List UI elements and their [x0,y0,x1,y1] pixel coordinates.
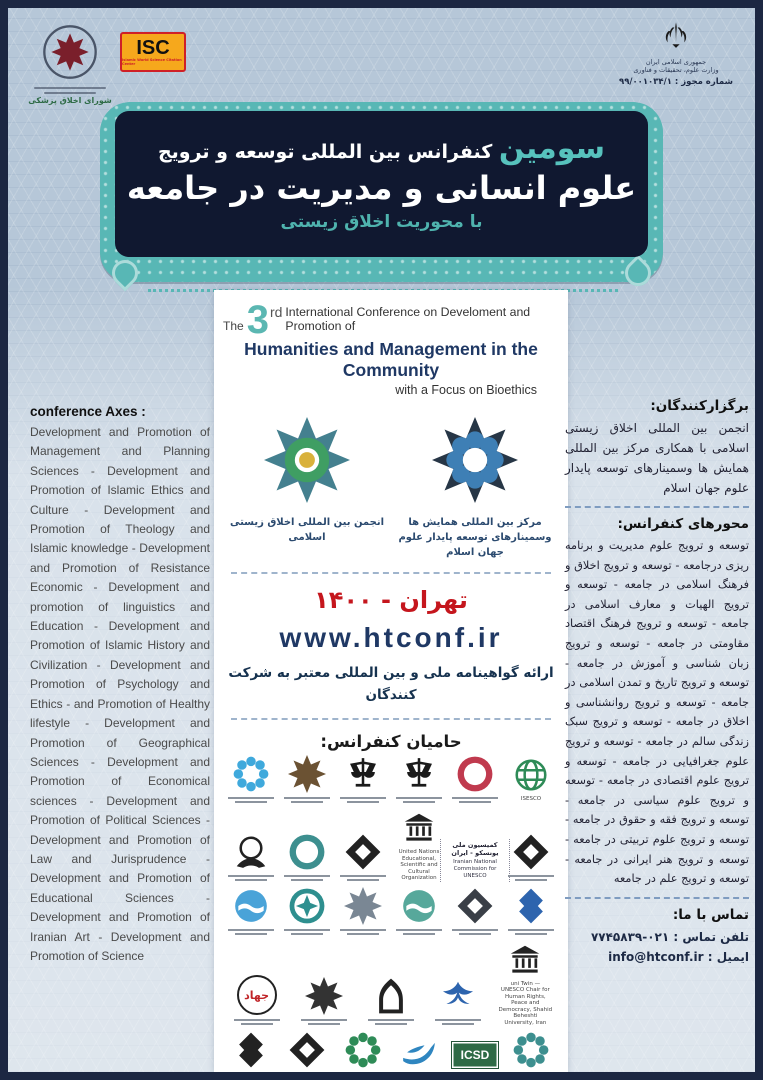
isesco-globe-icon [512,756,550,794]
sponsor-icsd [447,1041,503,1080]
gov-line-2: وزارت علوم، تحقیقات و فناوری [633,66,719,74]
art-university-tulip-icon [232,1031,270,1069]
sponsor-unesco-chair-human-rights: uni Twin — UNESCO Chair for Human Rights, Peace and Democracy, Shahid Beheshti University, Iran [497,941,553,1027]
sponsor-shahid-beheshti-law-faculty [503,833,559,882]
bioethics-association-logo [226,417,387,545]
sponsor-tabriz-islamic-art-university [279,1031,335,1080]
conference-axes-english [30,404,210,966]
english-title-the: The [223,319,244,333]
axes-body-english: Development and Promotion of Management and Planning Sciences - Development and Promotion of Islamic Ethics and Culture - Development and Promotion of Theology and Islamic knowledge - Development and Promotion of Resistance Economic - Development and promotion of linguistics and Education - Development and Promotion of Islamic History and Civilization - Development and Promotion of Psychology and Ethics - and Promotion of Healthy lifestyle - Development and Promotion of Geographical Sciences - Development and Promotion of Economical sciences - Development and Promotion of Political Sciences - Development and Promotion of Law and Jurisprudence - Development and Promotion of Educational Sciences - Development and Promotion of Iranian Art - Development and Promotion of Science [30,425,210,963]
banner-line-1-accent: سومین [498,130,606,166]
unesco-icon [400,809,438,847]
axes-heading-persian: محورهای کنفرانس: [617,516,749,532]
sponsor-jahad-daneshgahi [229,975,285,1026]
english-title-line-2: Humanities and Management in the Community [244,339,538,380]
calligraphy-rosette-society-icon [344,887,382,925]
conferences-center-emblem-icon [432,417,518,503]
humanities-cultural-studies-institute-icon [305,977,343,1015]
axes-heading-english: conference Axes : [30,404,146,419]
tabriz-islamic-art-university-icon [288,1031,326,1069]
legal-medicine-scales-icon [400,755,438,793]
sponsor-art-university-tulip [223,1031,279,1080]
banner-line-3: با محوریت اخلاق زیستی [280,211,483,232]
medical-ethics-council-caption: شورای اخلاق پزشکی [28,96,112,105]
license-number: شماره مجوز : ۹۹/۰۰۱۰۳۴/۱ [619,77,733,87]
contact-phone: تلفن تماس : ۰۲۱-۷۷۴۵۸۳۹ [590,929,749,944]
organizers-heading: برگزارکنندگان: [650,398,749,414]
ministry-of-justice-scales-icon [344,755,382,793]
banner-line-1 [157,130,606,167]
calligraphy-line [44,92,96,94]
unesco-chair-human-rights-icon [506,941,544,979]
iran-scientific-association-icon [512,1031,550,1069]
sponsor-isesco-globe: ISESCO [503,756,559,804]
islamic-human-rights-commission-icon [232,833,270,871]
city-year: تهران - ۱۴۰۰ [314,586,468,614]
law-society-flower-icon [232,755,270,793]
sponsor-islamic-art-emblem [447,887,503,936]
website-url[interactable]: www.htconf.ir [279,622,503,653]
title-banner [115,111,648,257]
bioethics-association-caption: انجمن بین المللی اخلاق زیستی اسلامی [229,517,385,543]
sponsor-calligraphy-rosette-society [335,887,391,936]
sponsors-heading: حامیان کنفرانس: [320,732,462,751]
sponsor-children-rights-assembly [447,755,503,804]
banner-line-1-rest: کنفرانس بین المللی توسعه و ترویج [157,140,499,163]
shahid-beheshti-university-calligraphy-icon [344,833,382,871]
english-title-line-1: International Conference on Develoment and Promotion of [285,305,531,333]
sponsor-shahid-beheshti-university-calligraphy [335,833,391,882]
medical-university-logo [24,24,116,105]
sponsor-badge-icsd: ICSD [451,1041,499,1069]
sponsor-gold-star-rosette [279,755,335,804]
contact-email[interactable]: ایمیل : info@htconf.ir [608,949,749,964]
islamic-azad-university-icon [439,977,477,1015]
certificate-note: ارائه گواهینامه ملی و بین المللی معتبر به شرکت کنندگان [228,665,554,703]
blue-circle-institute-icon [232,887,270,925]
sponsor-qom-university-of-technology [503,887,559,936]
english-title-number: 3 [246,298,269,342]
iranian-lifestyle-foundation-icon [344,1031,382,1069]
green-wave-health-center-icon [400,887,438,925]
sponsor-iranian-lifestyle-foundation [335,1031,391,1080]
banner-line-2: علوم انسانی و مدیریت در جامعه [126,168,637,207]
sponsor-quran-sciences-university [363,977,419,1026]
gold-star-rosette-icon [288,755,326,793]
dashed-divider [231,572,551,574]
sponsor-legal-medicine-scales [391,755,447,804]
sponsor-unesco-national-commission: کمیسیون ملی یونسکو - ایران Iranian National Commission for UNESCO [447,839,503,882]
isc-label: ISC [136,37,170,59]
isc-logo [120,32,186,72]
conferences-center-logo [394,417,555,560]
quran-sciences-university-icon [372,977,410,1015]
dashed-divider [565,506,749,508]
sponsor-unesco: United Nations Educational, Scientific and Cultural Organization [391,809,447,882]
dashed-divider [565,897,749,899]
compass-research-center-icon [288,887,326,925]
dashed-divider [231,718,551,720]
axes-body-persian: توسعه و ترویج علوم مدیریت و برنامه ریزی درجامعه - توسعه و ترویج اخلاق و فرهنگ اسلامی در جامعه - توسعه و ترویج الهیات و معارف اسلامی در جامعه - توسعه و ترویج فرهنگ اقتصاد مقاومتی در جامعه - توسعه و ترویج زبان شناسی و آموزش در جامعه - توسعه و ترویج تاریخ و تمدن اسلامی در جامعه - توسعه و ترویج روانشناسی و اخلاق در جامعه - توسعه و ترویج سبک زندگی سالم در جامعه - توسعه و ترویج علوم جغرافیایی در جامعه - توسعه و ترویج علوم اقتصادی در جامعه - توسعه و ترویج علوم سیاسی در جامعه - توسعه و ترویج فقه و حقوق در جامعه - توسعه و ترویج علوم تربیتی در جامعه - توسعه و ترویج هنر ایرانی در جامعه - توسعه و ترویج علم در جامعه [565,539,749,886]
persian-column [565,398,749,967]
sponsor-sustainable-development-conference-center [391,1031,447,1080]
gov-line-1: جمهوری اسلامی ایران [645,58,707,66]
english-title-ordinal: rd [269,304,283,320]
medical-university-emblem-icon [42,24,98,80]
sponsor-humanities-cultural-studies-institute [296,977,352,1026]
sponsor-green-wave-health-center [391,887,447,936]
conferences-center-caption: مرکز بین المللی همایش ها وسمینارهای توسعه پایدار علوم جهان اسلام [398,517,552,558]
english-title-line-3: with a Focus on Bioethics [395,383,537,397]
medical-law-ethics-research-center-icon [288,833,326,871]
organizer-logos [223,417,559,560]
isc-subtitle: Islamic World Science Citation Center [122,58,182,66]
bioethics-association-emblem-icon [264,417,350,503]
islamic-art-emblem-icon [456,887,494,925]
sustainable-development-conference-center-icon [400,1031,438,1069]
sponsor-compass-research-center [279,887,335,936]
sponsor-islamic-human-rights-commission [223,833,279,882]
shahid-beheshti-law-faculty-icon [512,833,550,871]
organizers-body: انجمن بین المللی اخلاق زیستی اسلامی با همکاری مرکز بین المللی همایش ها وسمینارهای توسعه پایدار علوم جهان اسلام [565,421,749,495]
calligraphy-line [34,87,106,89]
center-column [214,290,568,1072]
qom-university-of-technology-icon [512,887,550,925]
sponsor-blue-circle-institute [223,887,279,936]
sponsor-medical-law-ethics-research-center [279,833,335,882]
sponsors-grid [223,755,559,1080]
sponsor-ministry-of-justice-scales [335,755,391,804]
english-title [223,298,559,397]
contact-heading: تماس با ما: [672,906,749,923]
iran-emblem-icon [661,20,691,54]
sponsor-badge-jahad-daneshgahi: جهاد [237,975,277,1015]
sponsor-iran-scientific-association [503,1031,559,1080]
sponsor-islamic-azad-university [430,977,486,1026]
children-rights-assembly-icon [456,755,494,793]
sponsor-law-society-flower [223,755,279,804]
government-block [611,20,741,87]
